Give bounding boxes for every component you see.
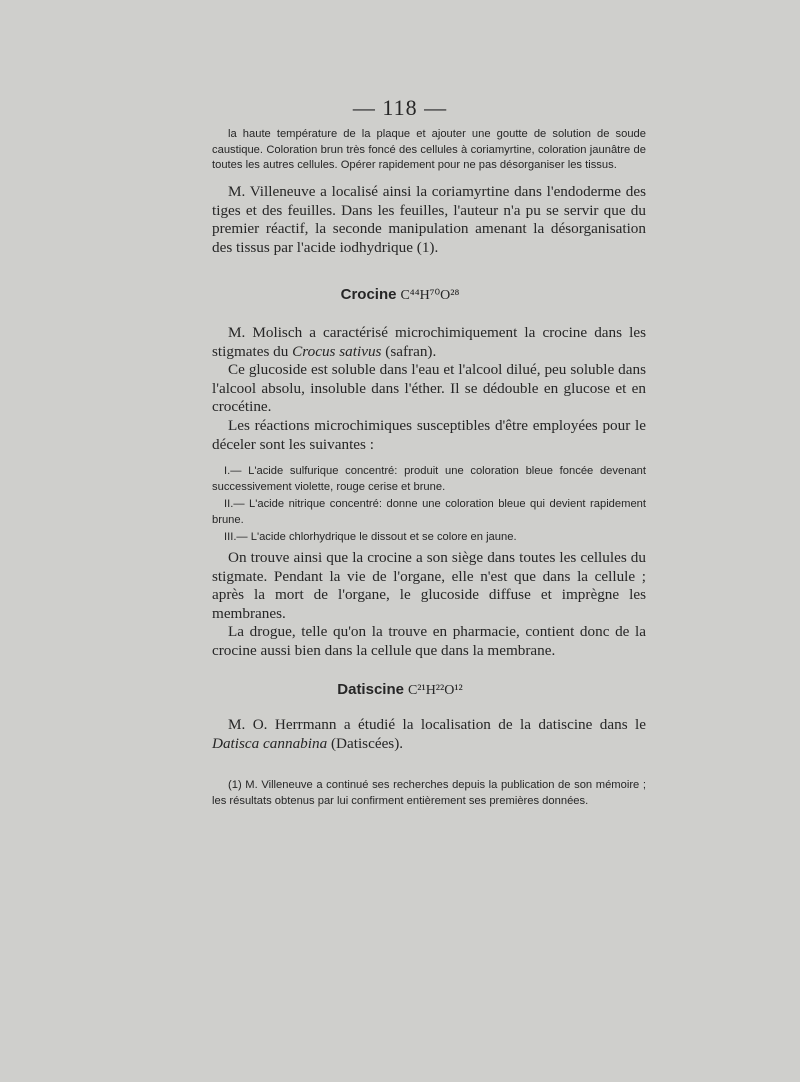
datiscine-paragraph-1 — [212, 716, 646, 753]
crocine-paragraph-2: Ce glucoside est soluble dans l'eau et l'alcool dilué, peu soluble dans l'alcool absolu, insoluble dans l'éther. Il se dédouble en glucose et en crocétine. — [212, 361, 646, 416]
crocine-heading — [0, 286, 800, 304]
crocus-species: Crocus sativus — [292, 342, 382, 360]
crocine-formula: C⁴⁴H⁷⁰O²⁸ — [400, 288, 460, 303]
datiscine-p1-end: (Datiscées). — [327, 734, 404, 752]
crocine-p1-end: (safran). — [381, 342, 437, 360]
datiscine-p1-text: M. O. Herrmann a étudié la localisation de la datiscine dans le — [228, 716, 646, 733]
villeneuve-paragraph: M. Villeneuve a localisé ainsi la coriamyrtine dans l'endoderme des tiges et des feuilles. Dans les feuilles, l'auteur n'a pu se servir que du premier réactif, la seconde manipulation amenant la désorganisation des tissus par l'acide iodhydrique (1). — [212, 183, 646, 256]
footnote: (1) M. Villeneuve a continué ses recherches depuis la publication de son mémoire ; les résultats obtenus par lui confirment entièrement ses premières données. — [212, 779, 646, 807]
crocine-p1-text: M. Molisch a caractérisé microchimiquement la crocine dans les stigmates du — [212, 324, 646, 360]
crocine-section — [212, 324, 646, 454]
datiscine-heading — [0, 681, 800, 699]
page-number: — 118 — — [352, 95, 448, 120]
intro-continuation: la haute température de la plaque et ajouter une goutte de solution de soude caustique. Coloration brun très foncé des cellules à coriamyrtine, coloration jaunâtre de toutes les autres cellules. Opérer rapidement pour ne pas désorganiser les tissus. — [212, 128, 646, 171]
reaction-item: III.— L'acide chlorhydrique le dissout et se colore en jaune. — [224, 531, 517, 543]
crocine-paragraph-5: La drogue, telle qu'on la trouve en pharmacie, contient donc de la crocine aussi bien dans la cellule que dans la membrane. — [212, 623, 646, 659]
datiscine-section — [212, 716, 646, 753]
crocine-conclusion — [212, 549, 646, 661]
datisca-species: Datisca cannabina — [212, 734, 328, 752]
crocine-paragraph-1 — [212, 324, 646, 361]
reaction-item: II.— L'acide nitrique concentré: donne une coloration bleue qui devient rapidement brune. — [212, 498, 646, 526]
reaction-item: I.— L'acide sulfurique concentré: produit une coloration bleue foncée devenant successivement violette, rouge cerise et brune. — [212, 465, 646, 493]
datiscine-title: Datiscine — [337, 681, 404, 698]
crocine-paragraph-4: On trouve ainsi que la crocine a son siège dans toutes les cellules du stigmate. Pendant la vie de l'organe, elle n'est que dans la cellule ; après la mort de l'organe, le glucoside diffuse et imprègne les membranes. — [212, 549, 646, 622]
crocine-paragraph-3: Les réactions microchimiques susceptibles d'être employées pour le déceler sont les suivantes : — [212, 416, 646, 453]
reactions-list — [212, 464, 646, 548]
datiscine-formula: C²¹H²²O¹² — [407, 683, 463, 698]
crocine-title: Crocine — [340, 286, 397, 303]
